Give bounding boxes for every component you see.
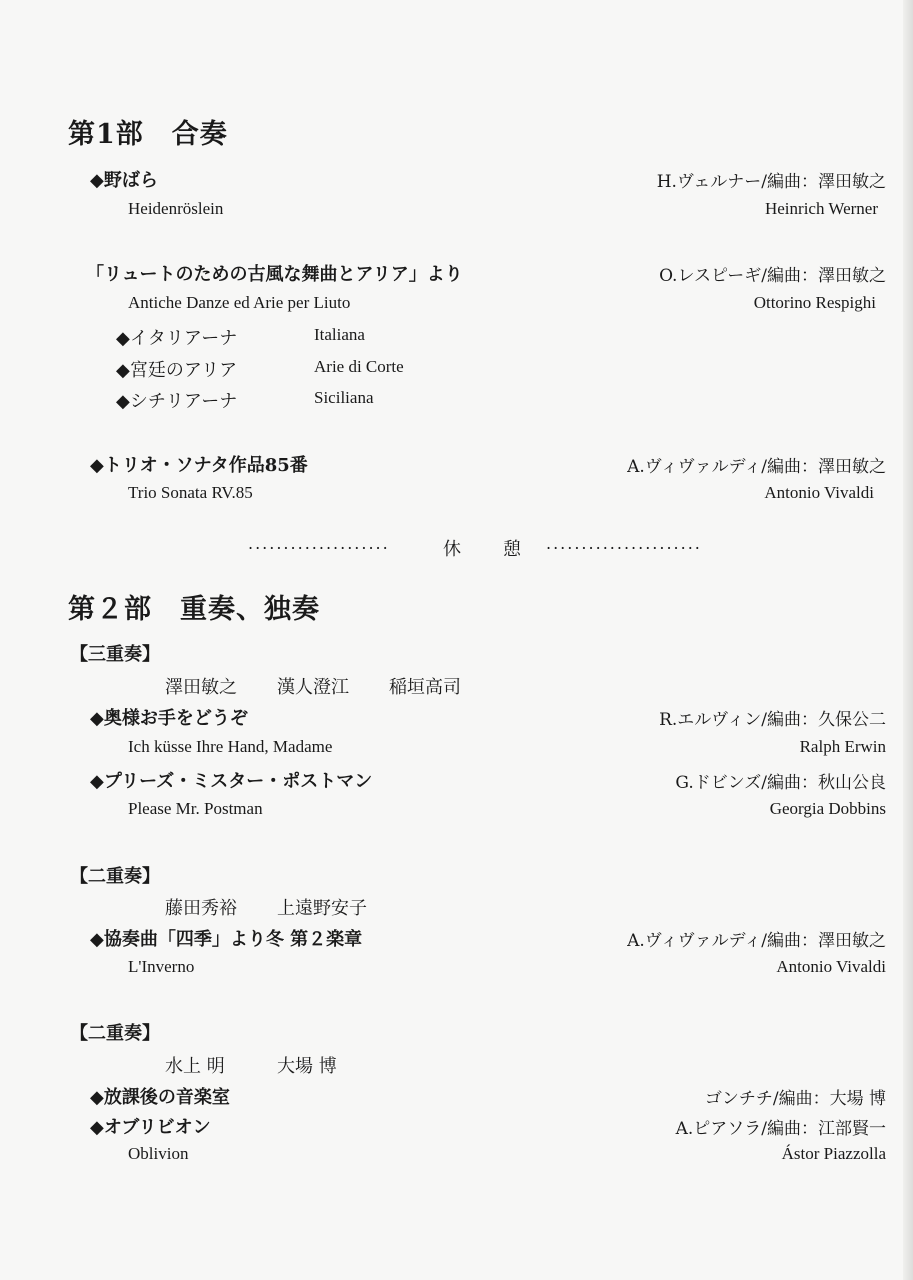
performer-name: 稲垣高司 bbox=[389, 677, 461, 698]
performer-name: 水上 明 bbox=[165, 1056, 225, 1077]
piece-title-jp: ◆野ばら bbox=[90, 170, 158, 191]
performer-name: 上遠野安子 bbox=[277, 898, 367, 919]
part1-heading: 第1部 合奏 bbox=[68, 119, 228, 150]
movement-title-jp: ◆イタリアーナ bbox=[116, 328, 238, 349]
piece-credit: ゴンチチ/編曲：大場 博 bbox=[704, 1089, 886, 1109]
piece-title-jp: ◆協奏曲「四季」より冬 第２楽章 bbox=[90, 929, 363, 950]
piece-composer: Antonio Vivaldi bbox=[764, 483, 874, 502]
piece-title-en: L'Inverno bbox=[128, 957, 195, 976]
piece-composer: Ralph Erwin bbox=[799, 737, 886, 756]
intermission-dots-right: ...................... bbox=[546, 534, 702, 553]
piece-composer: Ástor Piazzolla bbox=[781, 1144, 886, 1163]
ensemble-label: 【三重奏】 bbox=[70, 644, 160, 665]
movement-title-jp: ◆宮廷のアリア bbox=[116, 360, 238, 381]
piece-composer: Heinrich Werner bbox=[764, 199, 878, 218]
piece-title-jp: 「リュートのための古風な舞曲とアリア」より bbox=[86, 264, 463, 285]
piece-credit: O.レスピーギ/編曲：澤田敏之 bbox=[659, 266, 886, 286]
piece-title-en: Please Mr. Postman bbox=[128, 799, 263, 818]
piece-title-jp: ◆奥様お手をどうぞ bbox=[90, 708, 248, 729]
piece-title-en: Heidenröslein bbox=[128, 199, 224, 218]
piece-credit: R.エルヴィン/編曲：久保公二 bbox=[659, 710, 886, 730]
movement-title-en: Arie di Corte bbox=[314, 357, 404, 376]
performer-name: 澤田敏之 bbox=[165, 677, 237, 698]
piece-credit: G.ドビンズ/編曲：秋山公良 bbox=[675, 773, 886, 793]
movement-title-jp: ◆シチリアーナ bbox=[116, 391, 238, 412]
intermission-label: 休 bbox=[443, 539, 461, 560]
piece-composer: Antonio Vivaldi bbox=[776, 957, 886, 976]
piece-title-jp: ◆トリオ・ソナタ作品85番 bbox=[90, 455, 308, 476]
ensemble-label: 【二重奏】 bbox=[70, 1023, 160, 1044]
piece-title-en: Trio Sonata RV.85 bbox=[128, 483, 253, 502]
piece-composer: Ottorino Respighi bbox=[753, 293, 876, 312]
piece-credit: H.ヴェルナー/編曲：澤田敏之 bbox=[656, 172, 886, 192]
ensemble-label: 【二重奏】 bbox=[70, 866, 160, 887]
intermission-dots-left: .................... bbox=[248, 534, 390, 553]
part2-heading: 第２部 重奏、独奏 bbox=[68, 594, 320, 625]
page-edge-shadow bbox=[903, 0, 913, 1280]
piece-title-en: Oblivion bbox=[128, 1144, 189, 1163]
piece-title-en: Antiche Danze ed Arie per Liuto bbox=[128, 293, 351, 312]
performer-name: 大場 博 bbox=[277, 1056, 337, 1077]
performer-name: 藤田秀裕 bbox=[165, 898, 237, 919]
piece-credit: A.ピアソラ/編曲：江部賢一 bbox=[675, 1119, 886, 1139]
piece-title-jp: ◆放課後の音楽室 bbox=[90, 1087, 230, 1108]
piece-title-en: Ich küsse Ihre Hand, Madame bbox=[128, 737, 333, 756]
piece-credit: A.ヴィヴァルディ/編曲：澤田敏之 bbox=[627, 931, 886, 951]
piece-title-jp: ◆プリーズ・ミスター・ポストマン bbox=[90, 771, 373, 792]
piece-credit: A.ヴィヴァルディ/編曲：澤田敏之 bbox=[627, 457, 886, 477]
intermission-label: 憩 bbox=[503, 539, 521, 560]
piece-title-jp: ◆オブリビオン bbox=[90, 1117, 211, 1138]
piece-composer: Georgia Dobbins bbox=[769, 799, 886, 818]
movement-title-en: Siciliana bbox=[314, 388, 374, 407]
movement-title-en: Italiana bbox=[314, 325, 365, 344]
performer-name: 漢人澄江 bbox=[277, 677, 349, 698]
